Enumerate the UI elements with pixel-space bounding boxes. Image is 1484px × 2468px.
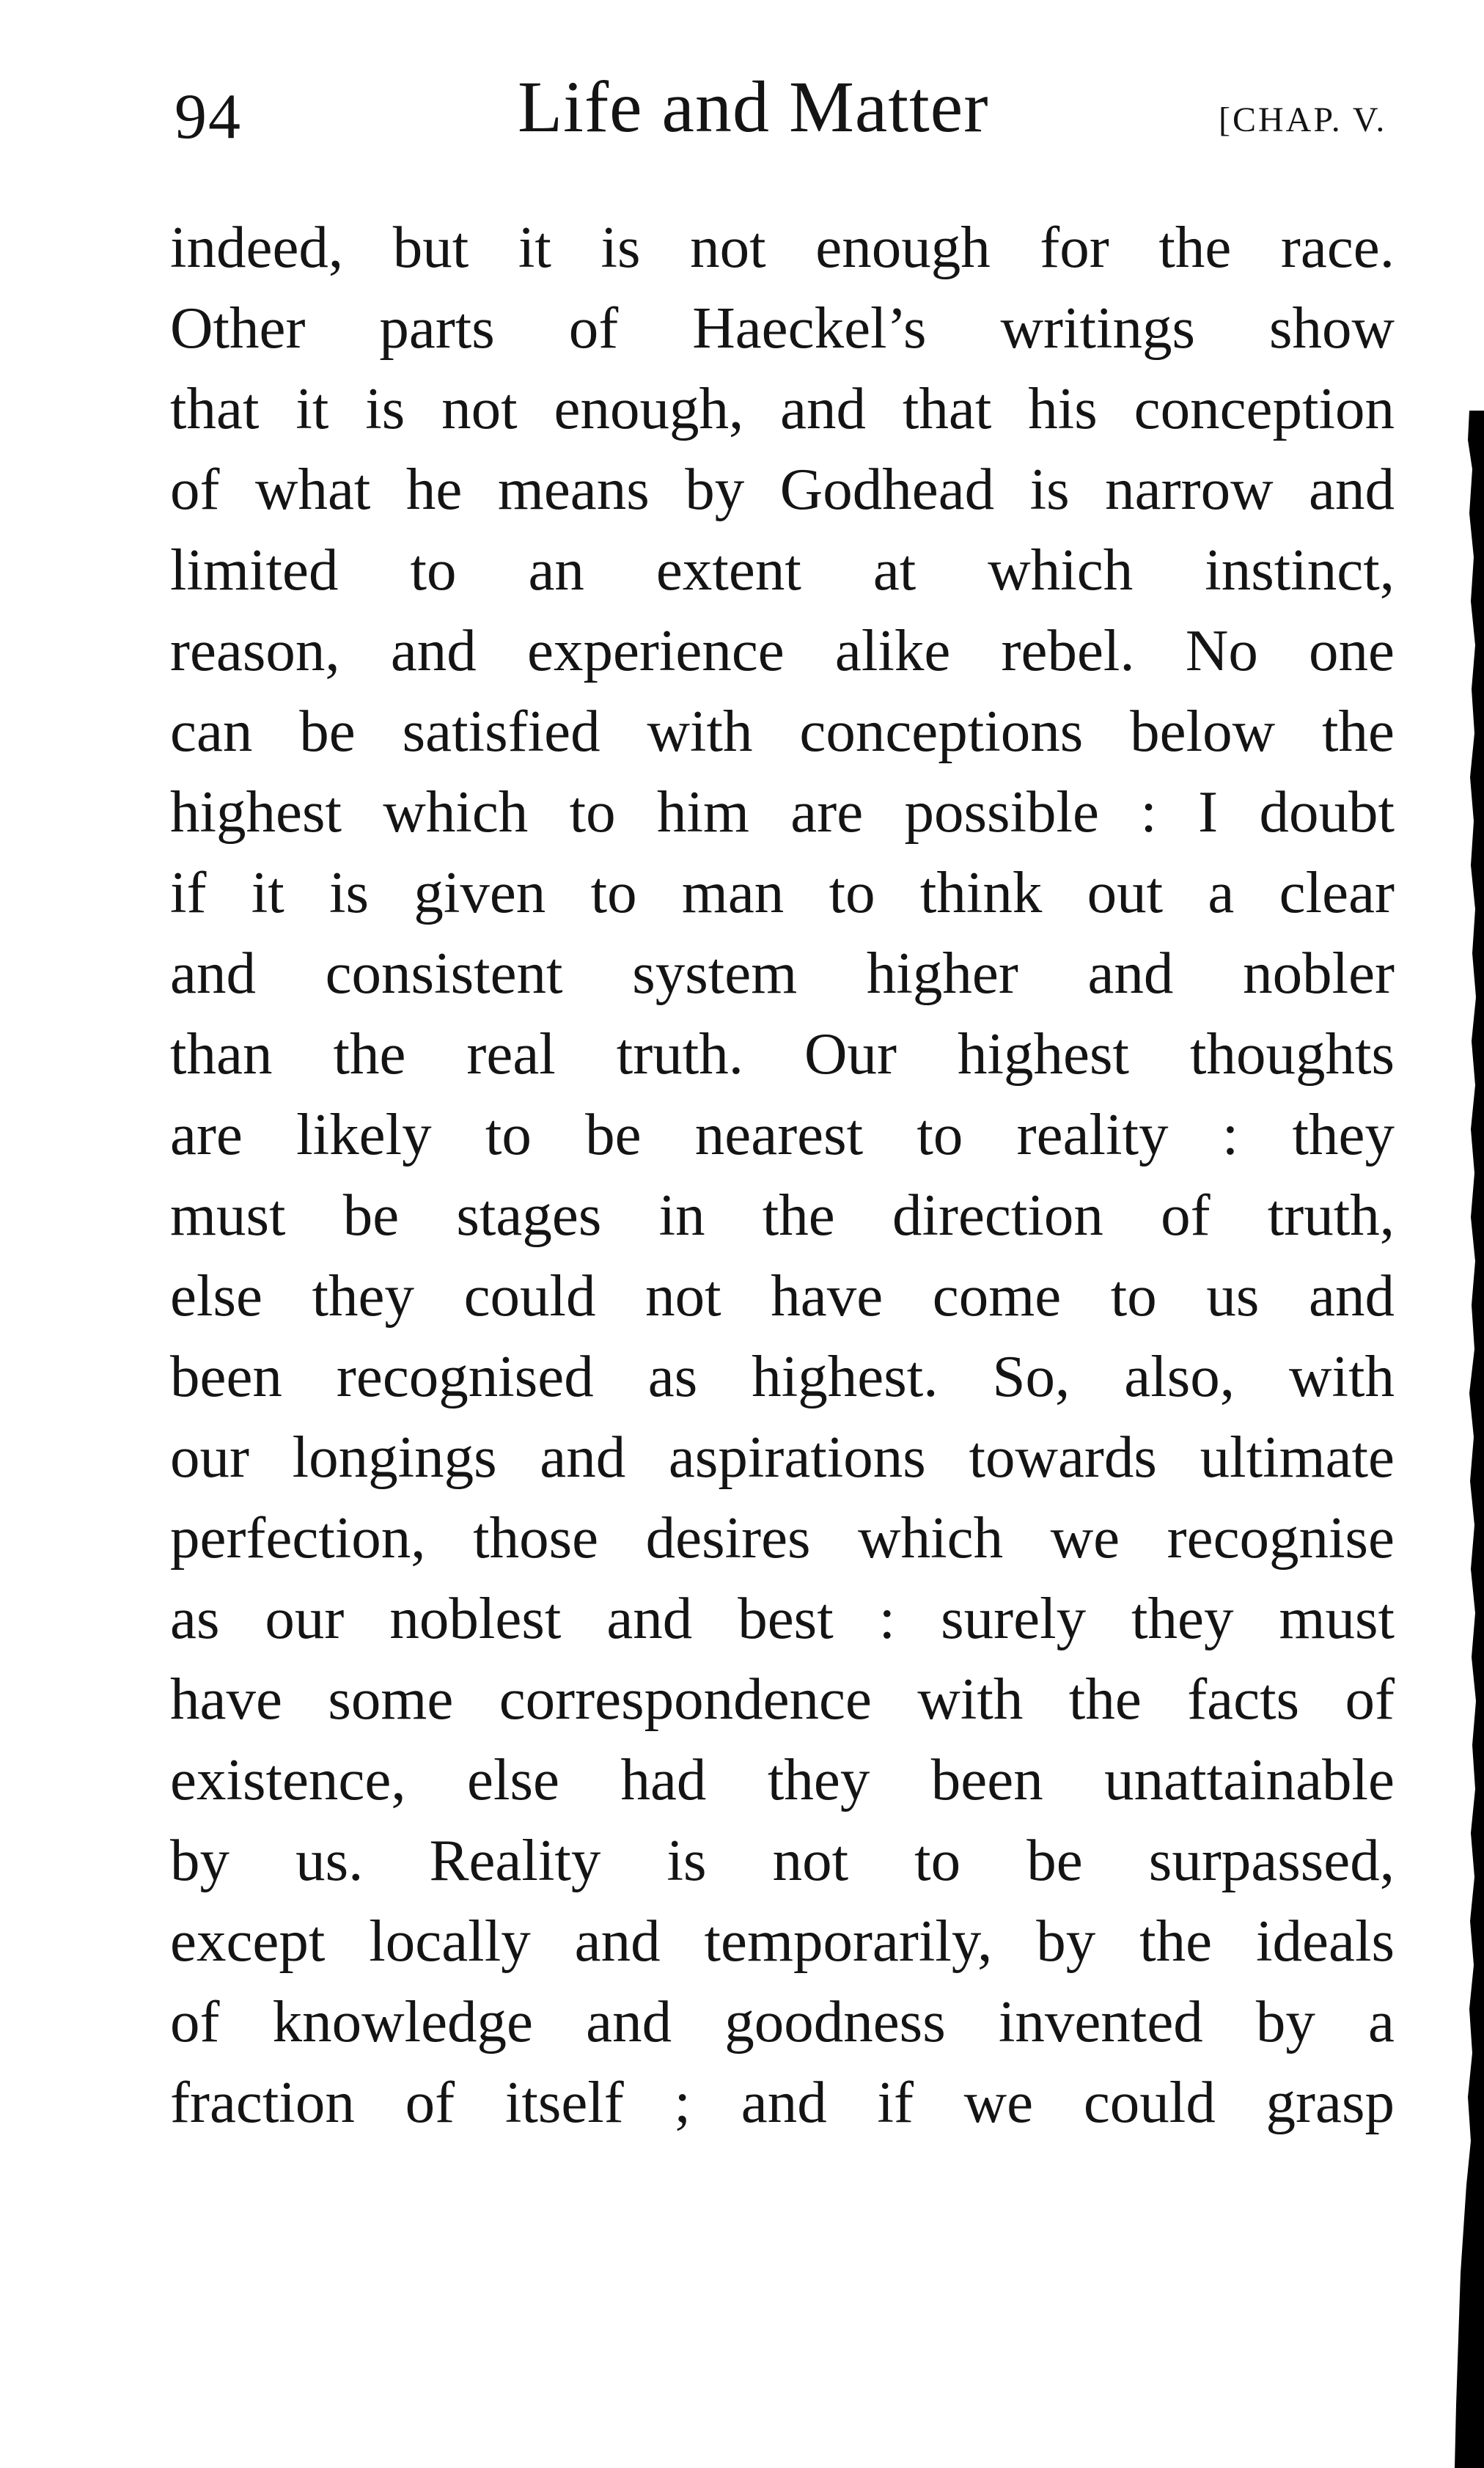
text-line: perfection, those desires which we recognise — [170, 1505, 1395, 1571]
text-line: and consistent system higher and nobler — [170, 940, 1395, 1006]
text-line: of what he means by Godhead is narrow and — [170, 456, 1395, 522]
text-line: reason, and experience alike rebel. No one — [170, 617, 1395, 683]
text-line: by us. Reality is not to be surpassed, — [170, 1827, 1395, 1893]
text-line: Other parts of Haeckel’s writings show — [170, 295, 1395, 361]
text-line: our longings and aspirations towards ultimate — [170, 1424, 1395, 1490]
chapter-reference: [CHAP. V. — [1219, 100, 1387, 139]
text-line: as our noblest and best : surely they must — [170, 1585, 1395, 1651]
text-line: existence, else had they been unattainable — [170, 1747, 1395, 1813]
text-line: have some correspondence with the facts of — [170, 1666, 1395, 1732]
text-line: indeed, but it is not enough for the race. — [170, 214, 1395, 280]
text-line: else they could not have come to us and — [170, 1263, 1395, 1329]
text-line: that it is not enough, and that his conception — [170, 375, 1395, 441]
binding-edge-shape — [1455, 411, 1484, 2468]
text-line: if it is given to man to think out a clear — [170, 859, 1395, 925]
text-line: are likely to be nearest to reality : they — [170, 1101, 1395, 1167]
text-line: highest which to him are possible : I doubt — [170, 779, 1395, 845]
text-line: of knowledge and goodness invented by a — [170, 1988, 1395, 2054]
text-line: except locally and temporarily, by the ideals — [170, 1908, 1395, 1974]
text-line: been recognised as highest. So, also, with — [170, 1343, 1395, 1409]
text-line: limited to an extent at which instinct, — [170, 537, 1395, 603]
text-line: than the real truth. Our highest thoughts — [170, 1021, 1395, 1087]
body-text — [170, 207, 1395, 2142]
page-number: 94 — [175, 81, 242, 153]
running-title: Life and Matter — [518, 66, 989, 147]
text-line: fraction of itself ; and if we could grasp — [170, 2069, 1395, 2135]
running-head — [0, 66, 1484, 158]
text-line: must be stages in the direction of truth, — [170, 1182, 1395, 1248]
text-line: can be satisfied with conceptions below the — [170, 698, 1395, 764]
